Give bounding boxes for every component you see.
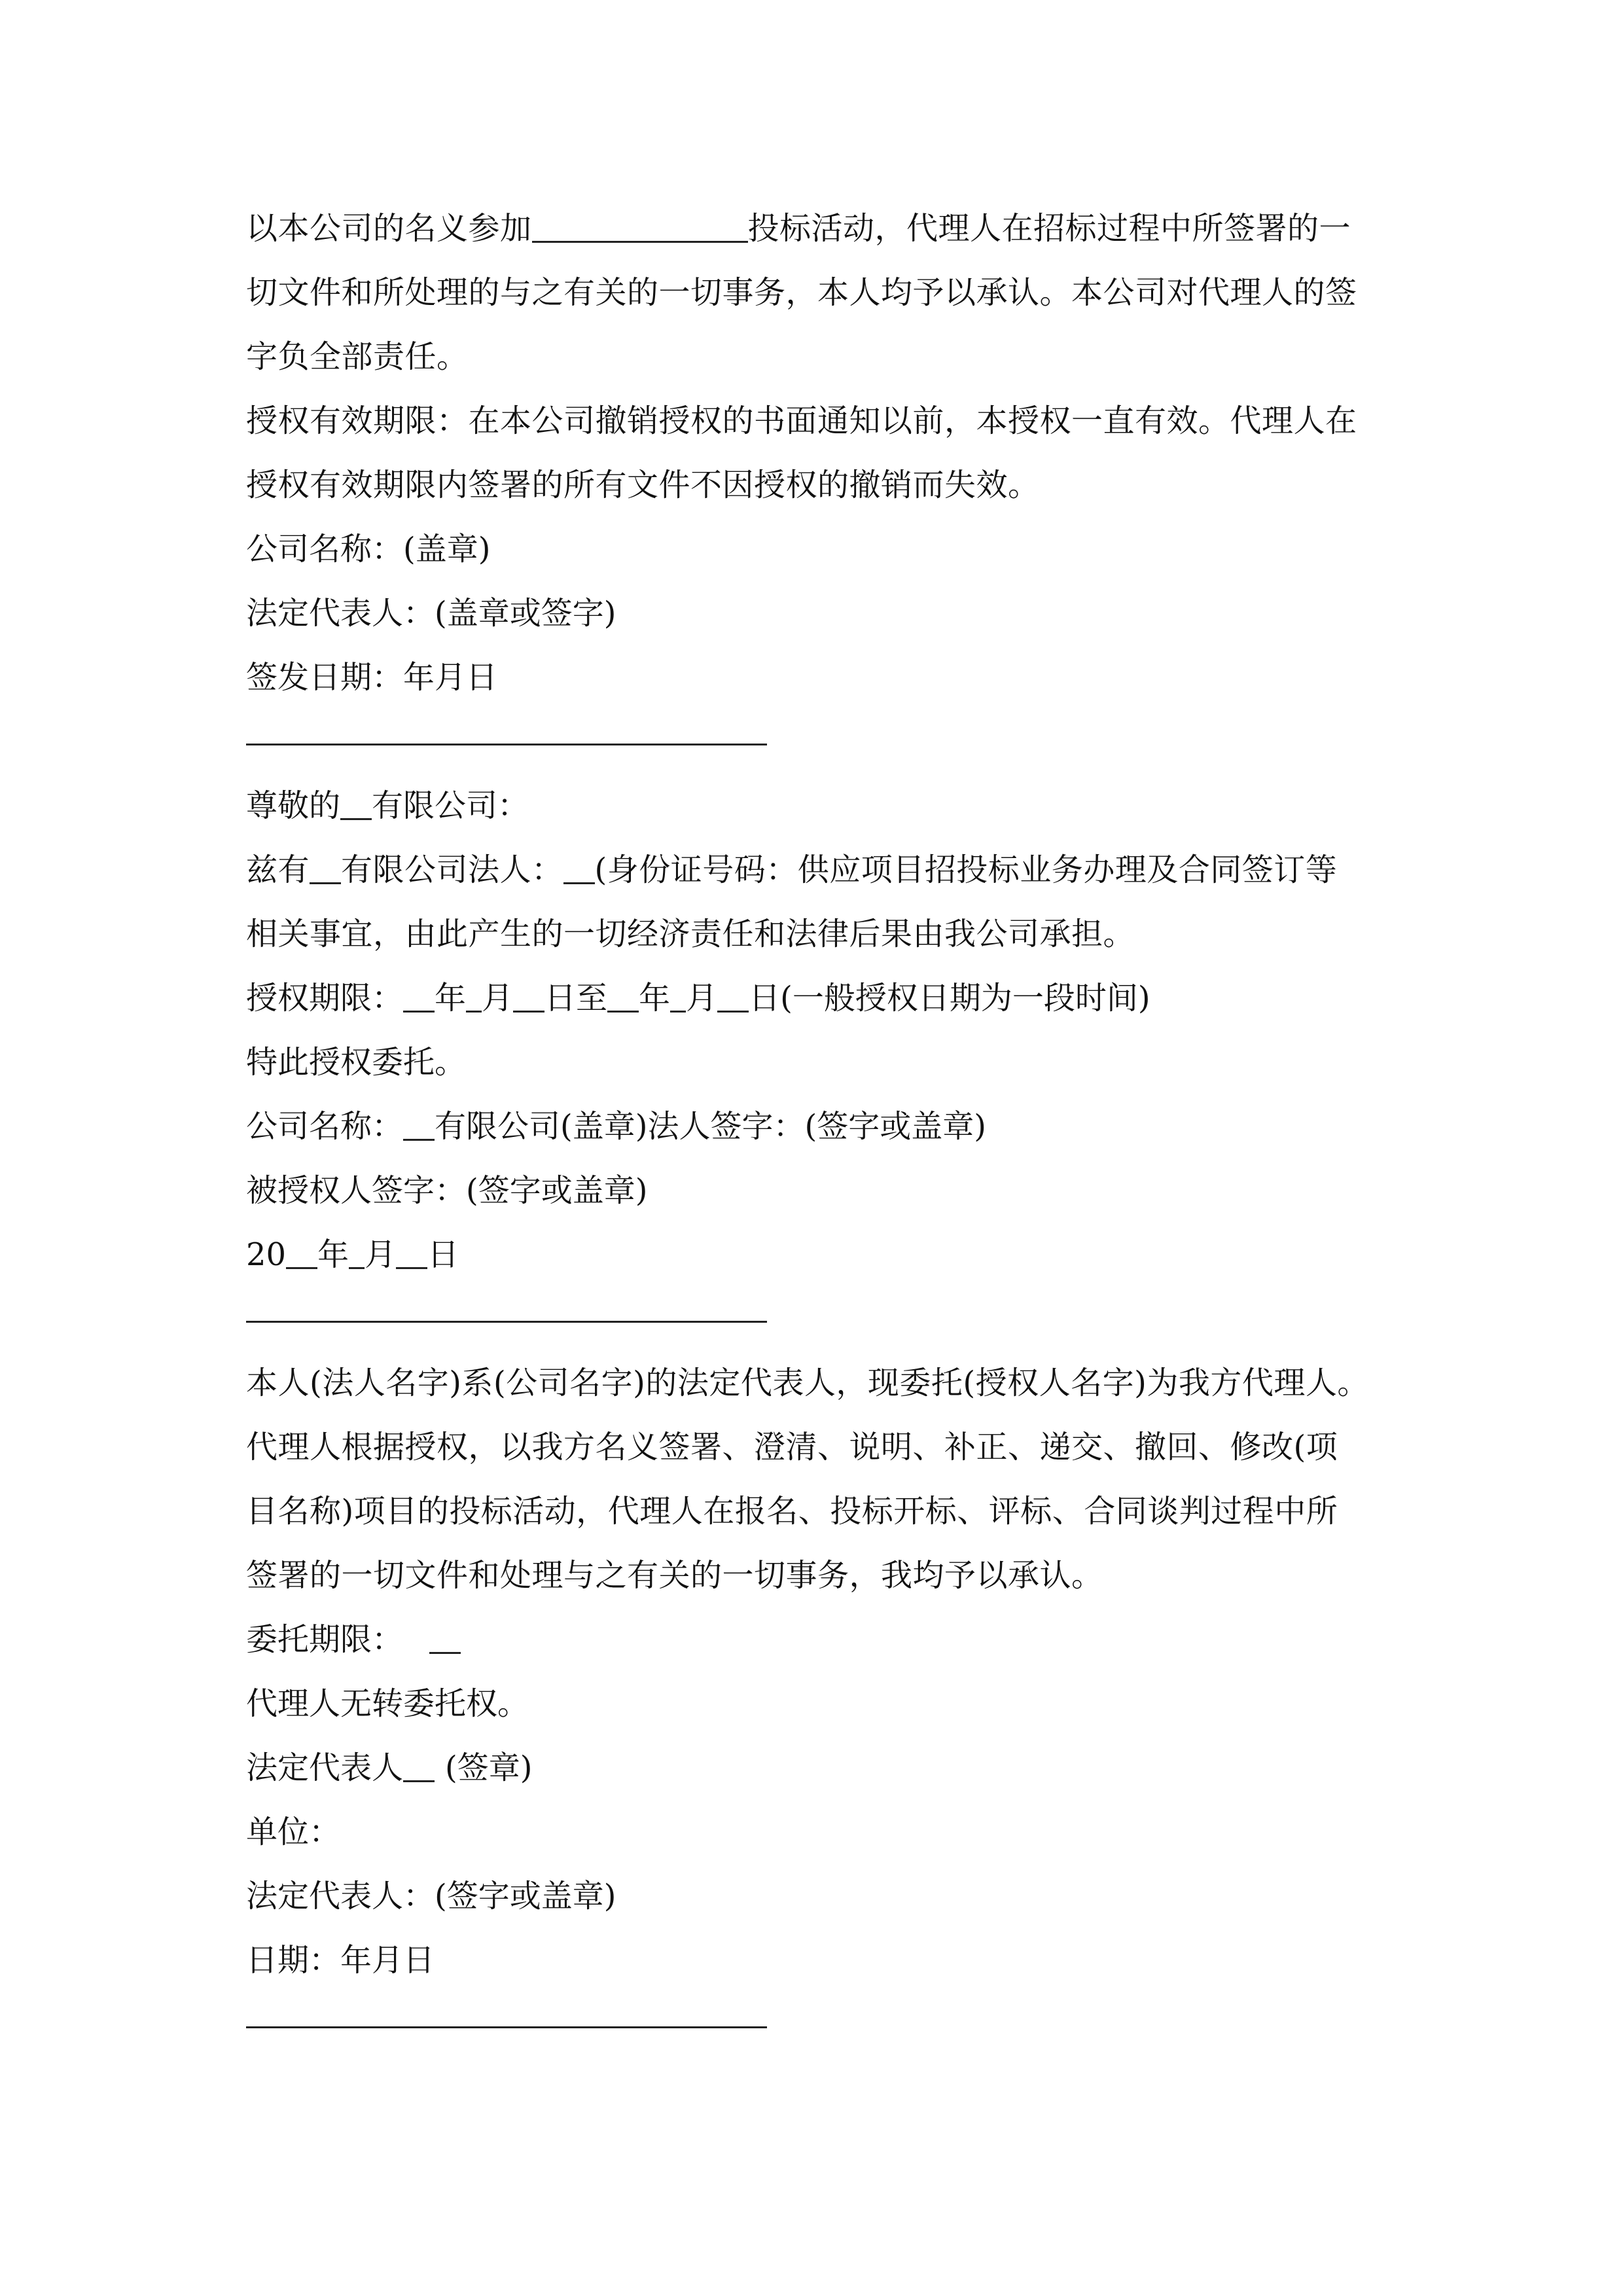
text-segment: 有限公司(盖章)法人签字：(签字或盖章): [435, 1108, 986, 1145]
text-segment: 有限公司法人：: [341, 852, 563, 888]
separator-rule: [246, 2026, 767, 2028]
text-line: 授权有效期限：在本公司撤销授权的书面通知以前，本授权一直有效。代理人在: [246, 403, 1357, 439]
company-blank: [310, 851, 341, 884]
grantee-signature-line: 被授权人签字：(签字或盖章): [246, 1172, 648, 1209]
text-line: 授权有效期限内签署的所有文件不因授权的撤销而失效。: [246, 467, 1040, 503]
project-name-blank: [532, 209, 748, 243]
legal-rep-seal-line: [246, 1736, 1385, 1800]
text-segment: 委托期限：: [246, 1621, 404, 1658]
term-line: [246, 1607, 1385, 1672]
text-segment: 年: [317, 1236, 349, 1273]
text-line: 字负全部责任。: [246, 338, 469, 375]
company-name-line: 公司名称：(盖章): [246, 531, 491, 567]
text-segment: 有限公司：: [372, 787, 529, 824]
name-blank: [563, 851, 595, 884]
separator-rule: [246, 744, 767, 745]
date-line: 日期：年月日: [246, 1942, 435, 1979]
text-line: 本人(法人名字)系(公司名字)的法定代表人，现委托(授权人名字)为我方代理人。: [246, 1365, 1369, 1401]
section-separator: [246, 1992, 1385, 2056]
text-line: 目名称)项目的投标活动，代理人在报名、投标开标、评标、合同谈判过程中所: [246, 1493, 1338, 1530]
separator-rule: [246, 1321, 767, 1323]
company-blank: [340, 787, 372, 820]
grant-paragraph: [246, 838, 1385, 966]
text-segment: 尊敬的: [246, 787, 341, 824]
text-segment: 月: [365, 1236, 397, 1273]
date-line: [246, 1223, 1385, 1287]
day-blank: [717, 979, 749, 1013]
text-segment: 法定代表人: [246, 1749, 404, 1786]
legal-rep-sign-line: 法定代表人：(签字或盖章): [246, 1878, 616, 1914]
text-line: 签署的一切文件和处理与之有关的一切事务，我均予以承认。: [246, 1557, 1103, 1594]
text-segment: 兹有: [246, 852, 310, 888]
legal-rep-line: 法定代表人：(盖章或签字): [246, 595, 616, 632]
year-blank: [403, 979, 435, 1013]
year-blank: [607, 979, 639, 1013]
text-segment: 公司名称：: [246, 1108, 404, 1145]
text-segment: 投标活动，代理人在招标过程中所签署的一: [747, 210, 1351, 247]
text-segment: 月: [482, 980, 514, 1016]
hereby-line: 特此授权委托。: [246, 1044, 467, 1081]
section-separator: [246, 709, 1385, 774]
issue-date-line: 签发日期：年月日: [246, 659, 498, 696]
text-segment: 日至: [544, 980, 608, 1016]
no-subdelegation-line: 代理人无转委托权。: [246, 1685, 529, 1722]
text-segment: 月: [686, 980, 718, 1016]
text-segment: (签章): [445, 1749, 533, 1786]
term-blank: [429, 1621, 461, 1654]
month-blank: [670, 979, 686, 1013]
text-segment: 以本公司的名义参加: [246, 210, 532, 247]
entrustment-paragraph: [246, 1351, 1385, 1607]
month-blank: [349, 1236, 365, 1269]
text-segment: 20: [246, 1236, 287, 1273]
text-segment: 日: [427, 1236, 459, 1273]
year-blank: [286, 1236, 317, 1269]
company-signature-line: [246, 1094, 1385, 1158]
validity-paragraph: [246, 389, 1385, 517]
text-line: [246, 196, 1385, 260]
name-blank: [403, 1749, 435, 1782]
salutation-line: [246, 774, 1385, 838]
text-line: 相关事宜，由此产生的一切经济责任和法律后果由我公司承担。: [246, 916, 1135, 952]
authorization-scope-paragraph: [246, 196, 1385, 389]
text-line: [246, 838, 1385, 902]
company-blank: [403, 1107, 435, 1141]
text-line: 切文件和所处理的与之有关的一切事务，本人均予以承认。本公司对代理人的签: [246, 274, 1357, 311]
unit-line: 单位：: [246, 1814, 341, 1850]
day-blank: [396, 1236, 427, 1269]
text-segment: 日(一般授权日期为一段时间): [749, 980, 1150, 1016]
document-body: [246, 196, 1385, 2056]
text-segment: 授权期限：: [246, 980, 404, 1016]
text-line: 代理人根据授权，以我方名义签署、澄清、说明、补正、递交、撤回、修改(项: [246, 1429, 1338, 1465]
day-blank: [513, 979, 544, 1013]
text-segment: (身份证号码：供应项目招投标业务办理及合同签订等: [594, 852, 1338, 888]
text-segment: 年: [639, 980, 671, 1016]
month-blank: [466, 979, 482, 1013]
authorization-period-line: [246, 966, 1385, 1030]
section-separator: [246, 1287, 1385, 1351]
text-segment: 年: [435, 980, 467, 1016]
